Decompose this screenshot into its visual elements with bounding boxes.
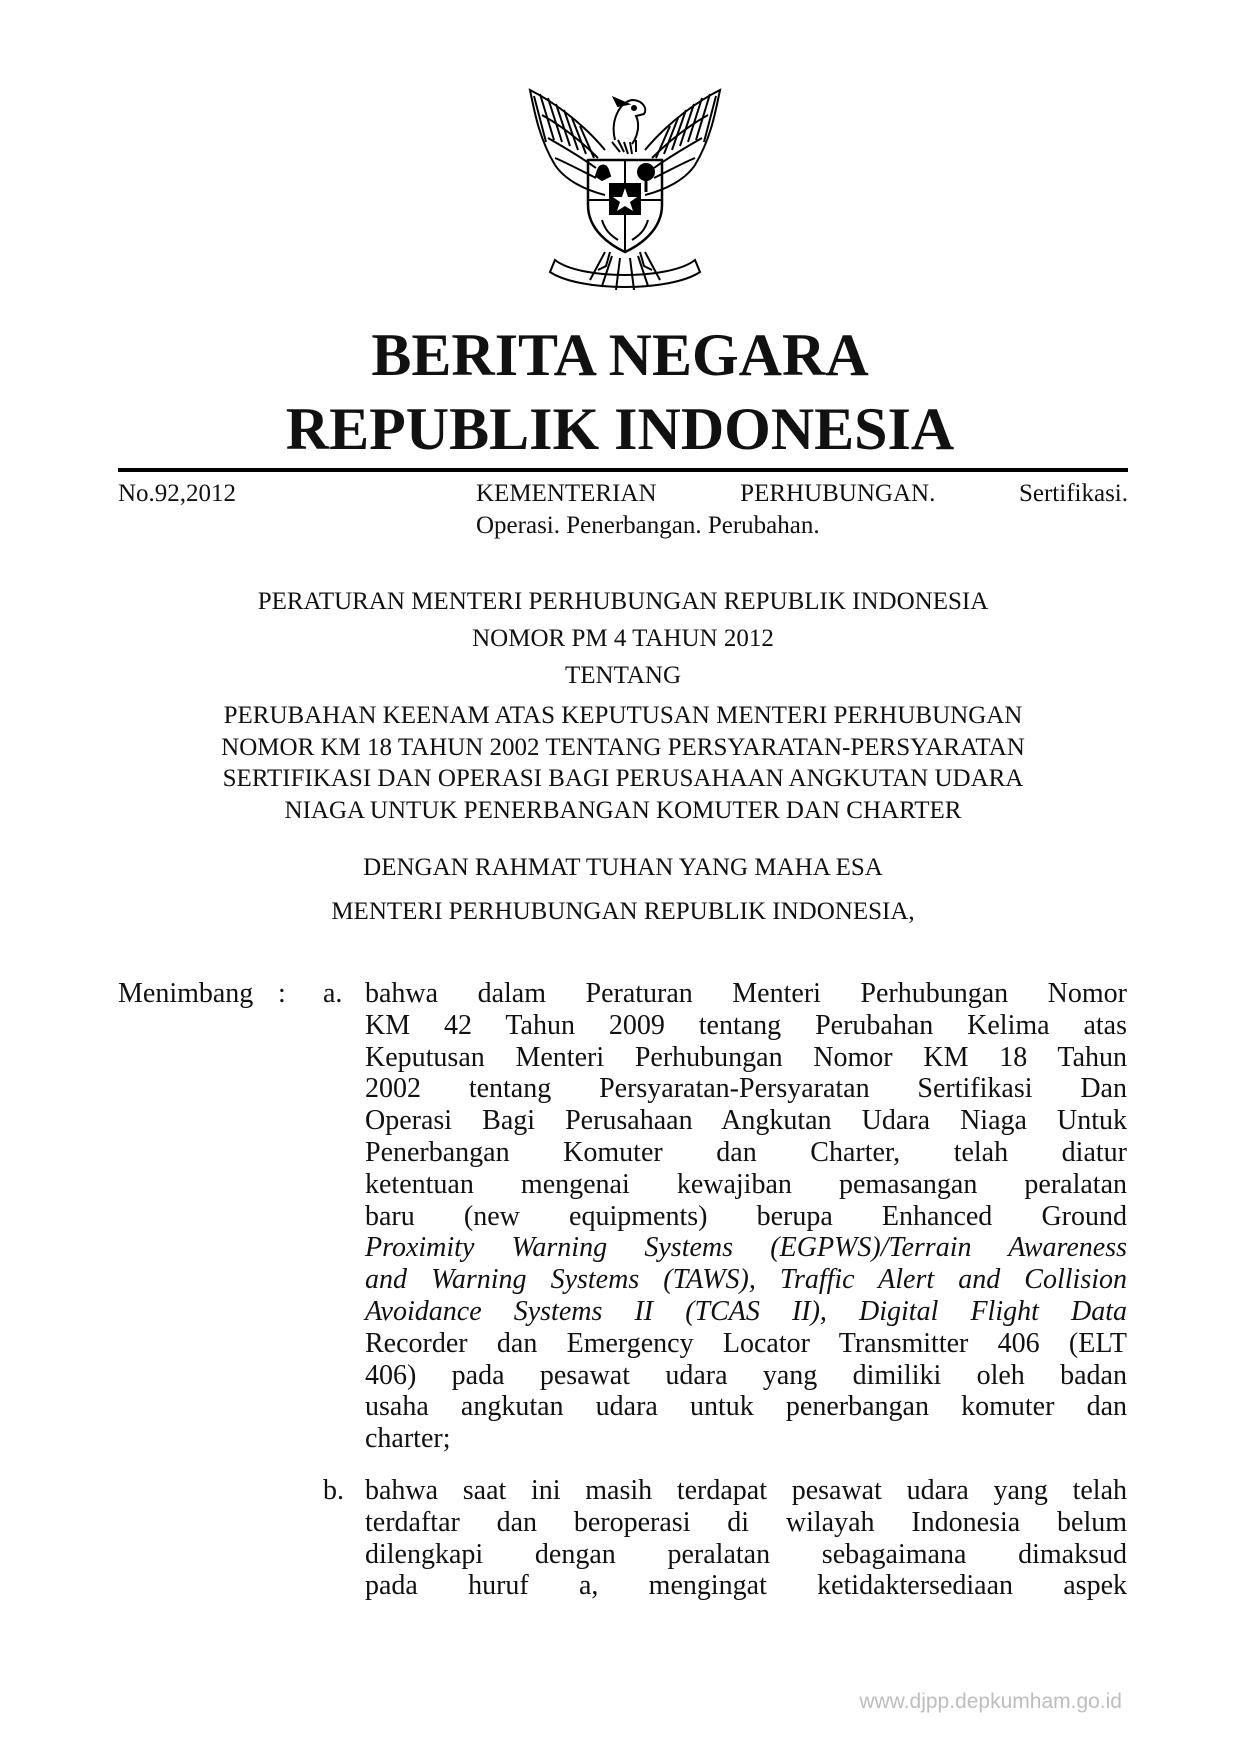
paragraph-line: Recorder dan Emergency Locator Transmitter 406 (ELT [365,1327,1127,1359]
regulation-subject-line: SERTIFIKASI DAN OPERASI BAGI PERUSAHAAN ANGKUTAN UDARA [222,765,1024,792]
paragraph-line: Keputusan Menteri Perhubungan Nomor KM 18 Tahun [365,1041,1127,1073]
regulation-subject-line: NOMOR KM 18 TAHUN 2002 TENTANG PERSYARATAN-PERSYARATAN [221,733,1025,761]
paragraph-line: Avoidance Systems II (TCAS II), Digital Flight Data [365,1295,1127,1327]
watermark-url: www.djpp.depkumham.go.id [859,1690,1122,1713]
paragraph-line: bahwa saat ini masih terdapat pesawat udara yang telah [365,1475,1127,1506]
paragraph-line: Penerbangan Komuter dan Charter, telah diatur [365,1136,1127,1168]
masthead-title: BERITA NEGARA [371,322,869,388]
paragraph-line: 2002 tentang Persyaratan-Persyaratan Sertifikasi Dan [365,1073,1127,1105]
consideration-item-a [365,978,1127,1455]
regulation-tentang: TENTANG [564,662,682,689]
regulation-subject-line: NIAGA UNTUK PENERBANGAN KOMUTER DAN CHARTER [284,796,962,824]
regulation-title: PERATURAN MENTERI PERHUBUNGAN REPUBLIK INDONESIA [257,588,989,615]
garuda-emblem-icon [510,80,740,305]
document-subject-line-1: KEMENTERIAN PERHUBUNGAN. Sertifikasi. [476,480,1128,507]
invocation: DENGAN RAHMAT TUHAN YANG MAHA ESA [363,854,883,881]
garuda-emblem [510,80,740,305]
paragraph-line: Operasi Bagi Perusahaan Angkutan Udara Niaga Untuk [365,1105,1127,1137]
paragraph-line: pada huruf a, mengingat ketidaktersediaan aspek [365,1570,1127,1602]
paragraph-line: Proximity Warning Systems (EGPWS)/Terrain Awareness [365,1232,1127,1264]
paragraph-line: usaha angkutan udara untuk penerbangan komuter dan [365,1391,1127,1423]
paragraph-line: terdaftar dan beroperasi di wilayah Indonesia belum [365,1506,1127,1538]
paragraph-line: dilengkapi dengan peralatan sebagaimana dimaksud [365,1538,1127,1570]
paragraph-line: ketentuan mengenai kewajiban pemasangan peralatan [365,1168,1127,1200]
paragraph-line: KM 42 Tahun 2009 tentang Perubahan Kelima atas [365,1009,1127,1041]
document-number: No.92,2012 [118,480,237,507]
regulation-subject-line: PERUBAHAN KEENAM ATAS KEPUTUSAN MENTERI PERHUBUNGAN [223,702,1023,729]
paragraph-line: charter; [365,1423,451,1455]
paragraph-line: and Warning Systems (TAWS), Traffic Alert and Collision [365,1264,1127,1296]
paragraph-line: bahwa dalam Peraturan Menteri Perhubungan Nomor [365,978,1127,1009]
item-letter-a: a. [323,978,343,1009]
considerations-colon: : [278,978,286,1009]
masthead-subtitle: REPUBLIK INDONESIA [285,396,955,462]
item-letter-b: b. [323,1475,344,1506]
consideration-item-b [365,1475,1127,1602]
document-subject-line-2: Operasi. Penerbangan. Perubahan. [476,512,820,539]
regulation-subject [118,700,1128,826]
considerations-label: Menimbang [118,978,254,1009]
paragraph-line: baru (new equipments) berupa Enhanced Ground [365,1200,1127,1232]
regulation-number: NOMOR PM 4 TAHUN 2012 [472,625,774,652]
masthead-divider [118,468,1128,472]
paragraph-line: 406) pada pesawat udara yang dimiliki oleh badan [365,1359,1127,1391]
minister-heading: MENTERI PERHUBUNGAN REPUBLIK INDONESIA, [331,898,915,925]
